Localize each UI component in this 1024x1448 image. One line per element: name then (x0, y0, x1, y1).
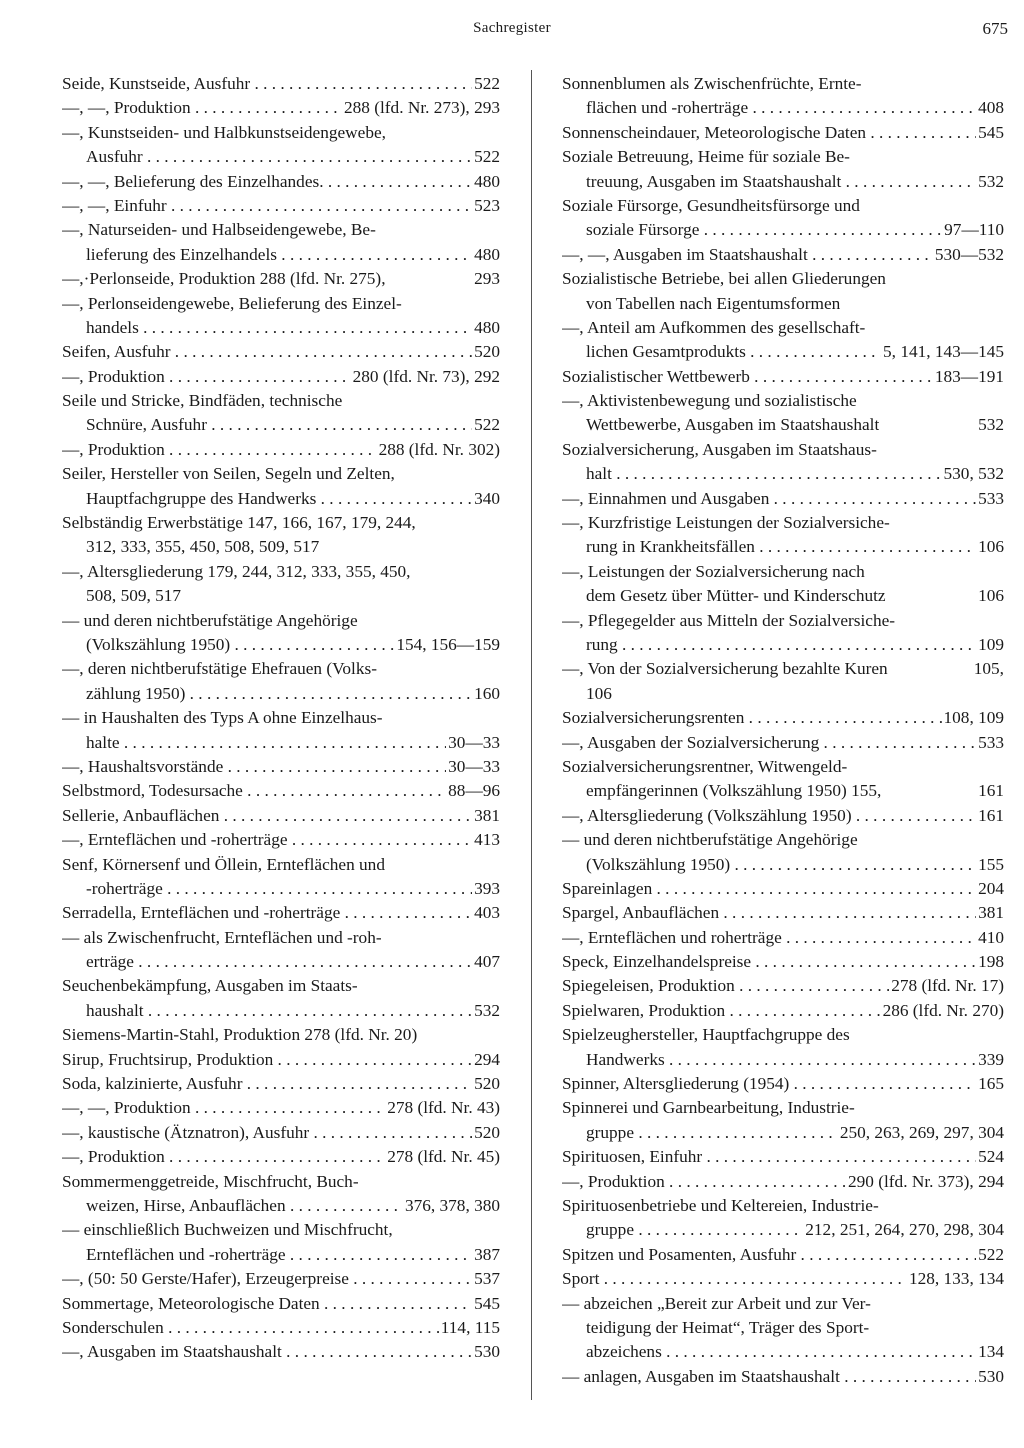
index-entry-reference: 407 (474, 952, 500, 972)
index-entry-line (562, 145, 1004, 169)
index-column-right (562, 72, 1004, 1389)
index-entry-line (62, 1048, 500, 1072)
index-entry-line (62, 1023, 500, 1047)
index-entry-term: Sonnenblumen als Zwischenfrüchte, Ernte- (562, 74, 862, 93)
index-entry-term: Sozialversicherungsrenten . . . (562, 706, 942, 730)
index-entry-line (62, 682, 500, 706)
index-entry-term: Serradella, Ernteflächen und -roherträge . . . (62, 901, 472, 925)
index-entry-term: —, Ernteflächen und -roherträge . . . (62, 828, 472, 852)
index-entry-term: treuung, Ausgaben im Staatshaushalt . . . (586, 170, 976, 194)
index-entry-reference: 212, 251, 264, 270, 298, 304 (805, 1220, 1004, 1240)
index-entry-line (562, 1292, 1004, 1316)
index-entry-line (562, 1121, 1004, 1145)
index-entry-reference: 278 (lfd. Nr. 45) (387, 1147, 500, 1167)
index-entry-line (562, 755, 1004, 779)
index-entry-term: 508, 509, 517 (86, 586, 182, 606)
index-entry-line (62, 828, 500, 852)
index-entry-term: Sirup, Fruchtsirup, Produktion . . . (62, 1048, 472, 1072)
index-entry-term: Sonderschulen . . . (62, 1316, 439, 1340)
index-entry-term: Seuchenbekämpfung, Ausgaben im Staats- (62, 976, 358, 996)
index-entry-reference: 198 (978, 952, 1004, 972)
index-entry-reference: 30—33 (448, 756, 500, 776)
index-entry-reference: 108, 109 (943, 708, 1004, 728)
index-entry-term: —, Kunstseiden- und Halbkunstseidengewebe, (62, 122, 386, 142)
index-entry-reference: 532 (978, 415, 1004, 435)
index-entry-reference: 278 (lfd. Nr. 17) (891, 976, 1004, 996)
index-entry-line (62, 487, 500, 511)
index-entry-line (62, 1170, 500, 1194)
index-entry-line (562, 828, 1004, 852)
index-entry-reference: 533 (978, 488, 1004, 508)
index-entry-term: Soziale Betreuung, Heime für soziale Be- (562, 147, 850, 167)
index-entry-term: zählung 1950) . . . (86, 682, 472, 706)
index-entry-reference: 520 (474, 1074, 500, 1094)
index-entry-term: —, Produktion . . . (62, 365, 351, 389)
index-entry-term: halte . . . (86, 731, 446, 755)
index-entry-term: Sellerie, Anbauflächen . . . (62, 804, 472, 828)
index-entry-line (562, 1340, 1004, 1364)
index-entry-line (562, 779, 1004, 803)
index-entry-line (62, 877, 500, 901)
index-entry-reference: 183—191 (934, 366, 1004, 386)
index-entry-term: lieferung des Einzelhandels . . . (86, 243, 472, 267)
index-entry-line (62, 1096, 500, 1120)
index-entry-reference: 530, 532 (943, 464, 1004, 484)
index-entry-reference: 5, 141, 143—145 (883, 342, 1004, 362)
index-entry-reference: 106 (978, 586, 1004, 606)
index-entry-line (562, 804, 1004, 828)
index-entry-term: —, Produktion . . . (62, 438, 377, 462)
index-entry-line (562, 706, 1004, 730)
index-entry-term: —, Produktion . . . (62, 1145, 385, 1169)
index-entry-reference: 408 (978, 98, 1004, 118)
index-entry-reference: 520 (474, 1122, 500, 1142)
index-entry-term: gruppe . . . (586, 1121, 838, 1145)
index-entry-term: —, —, Ausgaben im Staatshaushalt . . . (562, 243, 933, 267)
index-entry-term: Sonnenscheindauer, Meteorologische Daten . . . (562, 121, 976, 145)
index-entry-line (562, 438, 1004, 462)
index-entry-reference: 288 (lfd. Nr. 273), 293 (344, 98, 500, 118)
index-entry-reference: 290 (lfd. Nr. 373), 294 (848, 1171, 1004, 1191)
index-entry-line (62, 218, 500, 242)
index-entry-line (62, 1243, 500, 1267)
index-entry-term: Spiegeleisen, Produktion . . . (562, 974, 889, 998)
index-entry-line (62, 96, 500, 120)
index-entry-line (562, 926, 1004, 950)
index-entry-term: Spargel, Anbauflächen . . . (562, 901, 976, 925)
index-entry-reference: 340 (474, 488, 500, 508)
index-entry-term: Sommertage, Meteorologische Daten . . . (62, 1292, 472, 1316)
index-entry-reference: 545 (978, 122, 1004, 142)
index-entry-line (62, 1194, 500, 1218)
index-entry-reference: 381 (474, 805, 500, 825)
index-entry-line (62, 292, 500, 316)
index-entry-line (562, 584, 1004, 608)
index-entry-line (62, 389, 500, 413)
index-entry-term: rung . . . (586, 633, 976, 657)
index-entry-line (562, 267, 1004, 291)
index-entry-term: lichen Gesamtprodukts . . . (586, 340, 881, 364)
index-entry-reference: 250, 263, 269, 297, 304 (839, 1122, 1004, 1142)
index-entry-reference: 128, 133, 134 (908, 1269, 1004, 1289)
index-entry-term: —, Leistungen der Sozialversicherung nach (562, 561, 865, 581)
index-entry-term: teidigung der Heimat“, Träger des Sport- (586, 1317, 870, 1337)
index-entry-reference: 134 (978, 1342, 1004, 1362)
index-entry-reference: 530 (978, 1366, 1004, 1386)
index-entry-reference: 154, 156—159 (396, 634, 500, 654)
index-entry-term: Senf, Körnersenf und Öllein, Ernteflächen und (62, 854, 385, 874)
index-entry-term: —, Von der Sozialversicherung bezahlte Kuren (562, 659, 888, 679)
index-entry-line (62, 560, 500, 584)
index-entry-line (562, 535, 1004, 559)
index-entry-term: —, Kurzfristige Leistungen der Sozialversiche- (562, 513, 890, 533)
index-entry-term: Sozialistischer Wettbewerb . . . (562, 365, 933, 389)
index-entry-term: Selbstmord, Todesursache . . . (62, 779, 446, 803)
index-entry-reference: 288 (lfd. Nr. 302) (378, 439, 500, 459)
index-entry-term: empfängerinnen (Volkszählung 1950) 155, (586, 781, 882, 801)
index-entry-line (562, 1218, 1004, 1242)
index-entry-term: —, —, Belieferung des Einzelhandes. . . . (62, 170, 472, 194)
index-entry-line (562, 1096, 1004, 1120)
index-entry-line (562, 853, 1004, 877)
index-entry-term: —, Ausgaben der Sozialversicherung . . . (562, 731, 976, 755)
index-entry-reference: 530 (474, 1342, 500, 1362)
index-entry-reference: 109 (978, 634, 1004, 654)
index-entry-line (62, 999, 500, 1023)
index-entry-term: Spareinlagen . . . (562, 877, 976, 901)
index-entry-reference: 280 (lfd. Nr. 73), 292 (352, 366, 500, 386)
index-entry-term: —, Ausgaben im Staatshaushalt . . . (62, 1340, 472, 1364)
index-entry-term: rung in Krankheitsfällen . . . (586, 535, 976, 559)
index-entry-term: — einschließlich Buchweizen und Mischfrucht, (62, 1220, 393, 1240)
index-entry-reference: 522 (474, 74, 500, 93)
index-entry-term: Spinnerei und Garnbearbeitung, Industrie- (562, 1098, 855, 1118)
index-entry-term: Spitzen und Posamenten, Ausfuhr . . . (562, 1243, 976, 1267)
index-entry-reference: 537 (474, 1269, 500, 1289)
column-divider (531, 70, 532, 1400)
index-entry-reference: 114, 115 (440, 1317, 500, 1337)
index-entry-reference: 387 (474, 1244, 500, 1264)
index-entry-line (562, 292, 1004, 316)
index-entry-line (62, 1218, 500, 1242)
index-entry-term: Seile und Stricke, Bindfäden, technische (62, 391, 343, 411)
index-entry-reference: 530—532 (934, 244, 1004, 264)
index-entry-term: gruppe . . . (586, 1218, 803, 1242)
index-entry-term: —, kaustische (Ätznatron), Ausfuhr . . . (62, 1121, 472, 1145)
index-entry-term: —, Ernteflächen und roherträge . . . (562, 926, 976, 950)
index-entry-term: abzeichens . . . (586, 1340, 976, 1364)
index-entry-reference: 30—33 (448, 732, 500, 752)
index-entry-line (562, 194, 1004, 218)
index-entry-line (62, 974, 500, 998)
index-entry-term: — in Haushalten des Typs A ohne Einzelhaus- (62, 708, 383, 728)
index-entry-line (62, 755, 500, 779)
index-entry-term: — anlagen, Ausgaben im Staatshaushalt . . . (562, 1365, 976, 1389)
index-entry-line (62, 72, 500, 96)
index-entry-line (562, 609, 1004, 633)
index-entry-line (562, 1048, 1004, 1072)
index-entry-line (62, 926, 500, 950)
index-entry-term: Sozialversicherung, Ausgaben im Staatshaus- (562, 439, 877, 459)
index-entry-line (562, 170, 1004, 194)
index-entry-line (562, 121, 1004, 145)
index-entry-line (62, 804, 500, 828)
index-entry-line (62, 779, 500, 803)
index-entry-line (562, 1365, 1004, 1389)
index-entry-reference: 480 (474, 317, 500, 337)
index-entry-line (562, 1170, 1004, 1194)
index-entry-line (562, 413, 1004, 437)
index-entry-reference: 413 (474, 830, 500, 850)
index-entry-line (562, 462, 1004, 486)
index-entry-term: Wettbewerbe, Ausgaben im Staatshaushalt (586, 415, 880, 435)
index-entry-term: —, (50: 50 Gerste/Hafer), Erzeugerpreise . . . (62, 1267, 472, 1291)
index-entry-line (62, 1267, 500, 1291)
index-entry-term: —, Aktivistenbewegung und sozialistische (562, 391, 857, 411)
index-entry-line (562, 999, 1004, 1023)
index-entry-line (62, 145, 500, 169)
index-entry-term: —, Anteil am Aufkommen des gesellschaft- (562, 317, 866, 337)
index-entry-term: —, Produktion . . . (562, 1170, 846, 1194)
index-entry-line (62, 1292, 500, 1316)
index-entry-line (62, 609, 500, 633)
index-entry-line (562, 1023, 1004, 1047)
index-entry-term: Handwerks . . . (586, 1048, 976, 1072)
index-entry-term: Soda, kalzinierte, Ausfuhr . . . (62, 1072, 472, 1096)
index-entry-term: —, Perlonseidengewebe, Belieferung des Einzel- (62, 293, 402, 313)
index-entry-reference: 480 (474, 171, 500, 191)
index-entry-reference: 161 (978, 805, 1004, 825)
index-entry-term: — als Zwischenfrucht, Ernteflächen und -roh- (62, 927, 382, 947)
index-entry-line (562, 560, 1004, 584)
index-entry-line (562, 731, 1004, 755)
index-entry-reference: 286 (lfd. Nr. 270) (882, 1000, 1004, 1020)
index-entry-line (62, 1316, 500, 1340)
index-entry-term: —, Haushaltsvorstände . . . (62, 755, 446, 779)
index-entry-line (562, 1194, 1004, 1218)
index-entry-line (562, 340, 1004, 364)
index-entry-line (62, 267, 500, 291)
index-entry-term: —, —, Einfuhr . . . (62, 194, 472, 218)
index-entry-reference: 106 (978, 537, 1004, 557)
index-entry-line (62, 170, 500, 194)
index-entry-line (62, 511, 500, 535)
index-entry-term: Speck, Einzelhandelspreise . . . (562, 950, 976, 974)
index-entry-term: Spinner, Altersgliederung (1954) . . . (562, 1072, 976, 1096)
index-entry-reference: 155 (978, 854, 1004, 874)
index-entry-reference: 522 (474, 415, 500, 435)
index-entry-term: soziale Fürsorge . . . (586, 218, 942, 242)
index-entry-term: 312, 333, 355, 450, 508, 509, 517 (86, 537, 320, 557)
index-entry-line (62, 316, 500, 340)
index-entry-term: (Volkszählung 1950) . . . (86, 633, 394, 657)
index-entry-term: Sozialversicherungsrentner, Witwengeld- (562, 756, 848, 776)
index-entry-term: — abzeichen „Bereit zur Arbeit und zur Ver- (562, 1293, 871, 1313)
index-entry-line (62, 243, 500, 267)
index-entry-term: flächen und -roherträge . . . (586, 96, 976, 120)
index-entry-term: Soziale Fürsorge, Gesundheitsfürsorge und (562, 195, 860, 215)
index-entry-reference: 403 (474, 903, 500, 923)
index-entry-term: Seiler, Hersteller von Seilen, Segeln und Zelten, (62, 464, 395, 484)
index-entry-term: Spirituosen, Einfuhr . . . (562, 1145, 976, 1169)
index-entry-reference: 376, 378, 380 (404, 1195, 500, 1215)
index-entry-line (62, 853, 500, 877)
index-entry-line (62, 657, 500, 681)
index-entry-reference: 410 (978, 927, 1004, 947)
index-entry-reference: 522 (474, 147, 500, 167)
index-entry-term: Seide, Kunstseide, Ausfuhr . . . (62, 72, 472, 96)
index-entry-term: Sport . . . (562, 1267, 907, 1291)
index-entry-line (562, 1267, 1004, 1291)
index-entry-line (62, 584, 500, 608)
index-entry-term: Hauptfachgruppe des Handwerks . . . (86, 487, 472, 511)
index-entry-line (62, 1340, 500, 1364)
index-entry-term: Siemens-Martin-Stahl, Produktion 278 (lfd. Nr. 20) (62, 1025, 418, 1045)
index-entry-reference: 165 (978, 1074, 1004, 1094)
index-entry-line (62, 194, 500, 218)
index-entry-reference: 97—110 (944, 220, 1004, 240)
index-entry-reference: 523 (474, 195, 500, 215)
index-entry-term: (Volkszählung 1950) . . . (586, 853, 976, 877)
index-entry-line (62, 706, 500, 730)
index-entry-line (562, 72, 1004, 96)
index-entry-reference: 294 (474, 1049, 500, 1069)
index-entry-term: haushalt . . . (86, 999, 472, 1023)
index-entry-line (562, 950, 1004, 974)
index-entry-term: Sozialistische Betriebe, bei allen Gliederungen (562, 269, 886, 289)
index-entry-term: —, Altersgliederung (Volkszählung 1950) . . . (562, 804, 976, 828)
index-entry-line (562, 682, 1004, 706)
index-entry-line (562, 218, 1004, 242)
index-entry-line (62, 633, 500, 657)
index-entry-line (562, 243, 1004, 267)
index-entry-term: Seifen, Ausfuhr . . . (62, 340, 472, 364)
index-entry-reference: 520 (474, 342, 500, 362)
index-entry-line (562, 901, 1004, 925)
index-entry-reference: 339 (978, 1049, 1004, 1069)
index-entry-line (562, 511, 1004, 535)
index-entry-reference: 161 (978, 781, 1004, 801)
index-entry-term: —, Altersgliederung 179, 244, 312, 333, 355, 450, (62, 561, 411, 581)
index-entry-term: —, Einnahmen und Ausgaben . . . (562, 487, 976, 511)
index-entry-reference: 278 (lfd. Nr. 43) (387, 1098, 500, 1118)
index-entry-term: weizen, Hirse, Anbauflächen . . . (86, 1194, 403, 1218)
index-entry-line (62, 1145, 500, 1169)
index-entry-line (62, 535, 500, 559)
index-entry-line (562, 365, 1004, 389)
index-entry-line (62, 901, 500, 925)
index-entry-line (62, 121, 500, 145)
index-entry-line (562, 877, 1004, 901)
index-entry-reference: 204 (978, 878, 1004, 898)
index-entry-line (562, 487, 1004, 511)
index-entry-term: —, Pflegegelder aus Mitteln der Sozialversiche- (562, 610, 896, 630)
index-entry-line (62, 731, 500, 755)
index-entry-term: — und deren nichtberufstätige Angehörige (62, 610, 358, 630)
index-entry-reference: 545 (474, 1293, 500, 1313)
index-entry-line (562, 633, 1004, 657)
index-entry-term: —,·Perlonseide, Produktion 288 (lfd. Nr. 275), (62, 269, 386, 289)
index-entry-reference: 480 (474, 244, 500, 264)
index-entry-term: Sommermenggetreide, Mischfrucht, Buch- (62, 1171, 359, 1191)
index-entry-line (62, 438, 500, 462)
index-entry-term: Ernteflächen und -roherträge . . . (86, 1243, 472, 1267)
index-entry-term: Schnüre, Ausfuhr . . . (86, 413, 472, 437)
index-entry-term: Selbständig Erwerbstätige 147, 166, 167, 179, 244, (62, 513, 416, 533)
index-entry-line (62, 365, 500, 389)
index-entry-line (62, 1121, 500, 1145)
index-entry-reference: 522 (978, 1244, 1004, 1264)
index-entry-reference: 105, (973, 659, 1004, 679)
index-entry-term: Ausfuhr . . . (86, 145, 472, 169)
index-entry-line (62, 413, 500, 437)
index-entry-term: handels . . . (86, 316, 472, 340)
index-entry-term: —, —, Produktion . . . (62, 96, 342, 120)
index-entry-term: dem Gesetz über Mütter- und Kinderschutz (586, 586, 886, 606)
index-entry-reference: 533 (978, 732, 1004, 752)
index-entry-term: halt . . . (586, 462, 942, 486)
index-entry-term: — und deren nichtberufstätige Angehörige (562, 830, 858, 850)
index-entry-line (562, 1072, 1004, 1096)
index-entry-reference: 88—96 (448, 781, 500, 801)
index-entry-line (562, 316, 1004, 340)
index-entry-line (562, 1316, 1004, 1340)
index-entry-reference: 532 (474, 1000, 500, 1020)
index-entry-line (562, 96, 1004, 120)
index-entry-line (562, 657, 1004, 681)
index-entry-term: —, —, Produktion . . . (62, 1096, 385, 1120)
index-entry-line (562, 389, 1004, 413)
index-entry-reference: 160 (474, 683, 500, 703)
index-column-left (62, 72, 500, 1365)
index-entry-reference: 393 (474, 878, 500, 898)
index-entry-line (562, 974, 1004, 998)
page-number: 675 (982, 19, 1008, 38)
index-entry-term: 106 (586, 683, 612, 703)
index-entry-line (62, 950, 500, 974)
index-entry-term: —, deren nichtberufstätige Ehefrauen (Volks- (62, 659, 377, 679)
index-entry-line (62, 1072, 500, 1096)
index-entry-term: Spielzeughersteller, Hauptfachgruppe des (562, 1025, 850, 1045)
index-entry-term: von Tabellen nach Eigentumsformen (586, 293, 841, 313)
index-entry-term: erträge . . . (86, 950, 472, 974)
index-entry-term: —, Naturseiden- und Halbseidengewebe, Be- (62, 220, 376, 240)
index-entry-reference: 293 (474, 269, 500, 289)
index-entry-term: Spielwaren, Produktion . . . (562, 999, 881, 1023)
index-entry-term: -roherträge . . . (86, 877, 472, 901)
index-entry-reference: 532 (978, 171, 1004, 191)
index-entry-line (62, 462, 500, 486)
header-title: Sachregister (473, 20, 551, 36)
index-entry-line (62, 340, 500, 364)
index-entry-term: Spirituosenbetriebe und Keltereien, Industrie- (562, 1195, 879, 1215)
index-entry-reference: 381 (978, 903, 1004, 923)
index-entry-line (562, 1243, 1004, 1267)
index-entry-line (562, 1145, 1004, 1169)
index-entry-reference: 524 (978, 1147, 1004, 1167)
